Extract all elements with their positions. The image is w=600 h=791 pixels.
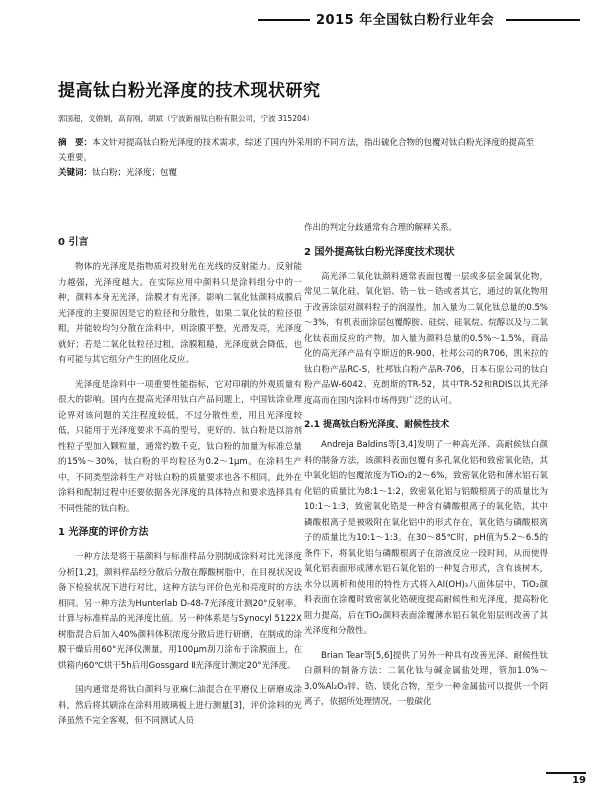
abstract-text: 本文针对提高钛白粉光泽度的技术需求，综述了国内外采用的不同方法，指出硫化合物的包覆对钛白粉光泽度的提高至关重要。 [58, 138, 535, 163]
running-header [0, 8, 600, 30]
keywords-text: 钛白粉；光泽度；包覆 [92, 168, 178, 178]
section-0-paragraph-1: 物体的光泽度是指物质对投射光在光线的反射能力。反射能力越强，光泽度越大。在实际应用中颜料只是涂料组分中的一种，颜料本身无光泽，涂膜才有光泽。影响二氧化钛颜料成膜后光泽度的主要原因是它的粒径和分散性，如果二氧化钛的粒径很粗，并能较均匀分散在涂料中，则涂膜平整，光滑发亮，光泽度就好；若是二氧化钛粒径过粗，涂膜粗糙，光泽度就会降低，也有可能与其它组分产生的固化反应。 [58, 262, 302, 365]
section-2-1-paragraph-2: Brian Tear等[5,6]提供了另外一种具有改善光泽、耐候性钛白颜料的制备方法：二氧化钛与碱金属盐处理，管加1.0%～3.0%Al₂O₃锌、锆、镁化合物，至少一种金属盐可以提供一个阴离子，依据所处理情况，一般碳化 [304, 650, 548, 707]
header-rule-right [506, 19, 580, 21]
header-rule-left [258, 19, 310, 21]
conference-title: 2015 年全国钛白粉行业年会 [316, 13, 495, 28]
section-1-paragraph-2: 国内通常是将钛白颜料与亚麻仁油混合在平磨仪上研磨成涂料，然后将其刷涂在涂料用玻璃板上进行测量[3]，评价涂料的光泽虽然不完全客观，但不同测试人员 [58, 685, 302, 726]
keywords-label: 关键词： [58, 168, 93, 178]
abstract-label: 摘 要： [58, 138, 93, 148]
right-column [304, 221, 548, 720]
section-2-heading: 2 国外提高钛白粉光泽度技术现状 [304, 246, 455, 258]
keywords [58, 166, 540, 181]
section-1-heading: 1 光泽度的评价方法 [58, 527, 149, 538]
left-column [58, 236, 302, 739]
paper-authors: 郭国超，戈娟娟，高育刚，胡斌（宁波新福钛白粉有限公司，宁波 315204） [58, 114, 315, 123]
section-0-heading: 0 引言 [58, 237, 89, 248]
paper-title: 提高钛白粉光泽度的技术现状研究 [58, 81, 321, 101]
continued-line: 作出的判定分歧通常有合理的解释关系。 [304, 223, 458, 233]
section-2-1-paragraph-1: Andreja Baldins等[3,4]发明了一种高光泽、高耐候钛白颜料的制备方法，该颜料表面包覆有多孔氧化铝和致密氧化锆，其中氧化铝的包覆浓度为TiO₂的2～6%，致密氧化锆和薄水铝石氧化铝的质量比为8:1～1:2，致密氧化铝与铝酸根离子的质量比为10:1～1:3，致密氧化锆是一种含有磷酸根离子的氧化锆，其中磷酸根离子是被吸附在氧化铝中的形式存在，氧化锆与磷酸根离子的质量比为10:1～1:3。在30～85℃时，pH值为5.2～6.5的条件下，将氧化铝与磷酸根离子在溶液反应一段时间，从而使得氧化铝表面形成薄水铝石氧化铝的一种复合形式，含有该树木，水分以离析和使用的特性方式将入Al(OH)₃八面体层中，TiO₂颜料表面在涂覆时致密氧化锆硬度提高耐候性和光泽度，提高粉化阻力提高，后在TiO₂颜料表面涂覆薄水铝石氧化铝层则改善了其光泽度和分散性。 [304, 440, 548, 636]
section-2-1-heading: 2.1 提高钛白粉光泽度、耐候性技术 [304, 420, 450, 430]
page-number: 19 [546, 772, 586, 786]
section-2-paragraph-1: 高光泽二氧化钛颜料通常表面包覆一层或多层金属氧化物，常见二氧化硅、氧化铝、锆－钛－锆或者其它，通过的氧化物用于改善涂层对颜料粒子的润湿性，加入量为二氧化钛总量的0.5%～3%，有机表面涂层包覆醇胺、硅烷、硅氧烷、烷醇以及与二氧化钛表面反应的产物，加入量为颜料总量的0.5%～1.5%，商品化的高光泽产品有亨斯迈的R-900、杜邦公司的R706，凯米拉的钛白粉产品RC-S，杜邦钛白粉产品R-706，日本石原公司的钛白粉产品W-6042、克朗斯的TR-52，其中TR-52和RDIS以其光泽度高而在国内涂料市场得到广泛的认可。 [304, 271, 548, 406]
section-1-paragraph-1: 一种方法是将干基颜料与标准样品分别制成涂料对比光泽度分析[1,2]，颜料样品经分散后分散在醇酸树脂中，在目视状况设备下检验状况下进行对比，这种方法与评价色光和亮度时的方法相同。另一种方法为Hunterlab D-48-7光泽度计测20°反射率。计算与标准样品的光泽度比值。另一种体系是与Synocyl 5122X树脂混合后加入40%颜料体积浓度分散后进行研磨，在制成的涂膜干燥后用60°光泽仪测量，用100μm刮刀涂布于涂膜面上，在烘箱内60℃烘干5h后用Gossgard Ⅱ光泽度计测定20°光泽度。 [58, 552, 302, 671]
abstract [58, 136, 540, 166]
section-0-paragraph-2: 光泽度是涂料中一项重要性能指标，它对印刷的外观质量有很大的影响。国内在提高光泽用钛白产品问题上，中国钛涂业理论界对该问题的关注程度较低，不过分散性差，用且光泽度较低，只能用于光泽度要求不高的型号，更好的、钛白粉是以溶剂性粒子型加入颗粒量，通常约数千克，钛白粉的加量为标准总量的15%～30%，钛白粉的平均粒径为0.2～1μm。在涂料生产中，不同类型涂料生产对钛白粉的质量要求也各不相同。此外在涂料和配制过程中还要依据各光泽度的具体特点和要求选择具有不同性能的钛白粉。 [58, 379, 302, 514]
abstract-block [58, 136, 540, 181]
